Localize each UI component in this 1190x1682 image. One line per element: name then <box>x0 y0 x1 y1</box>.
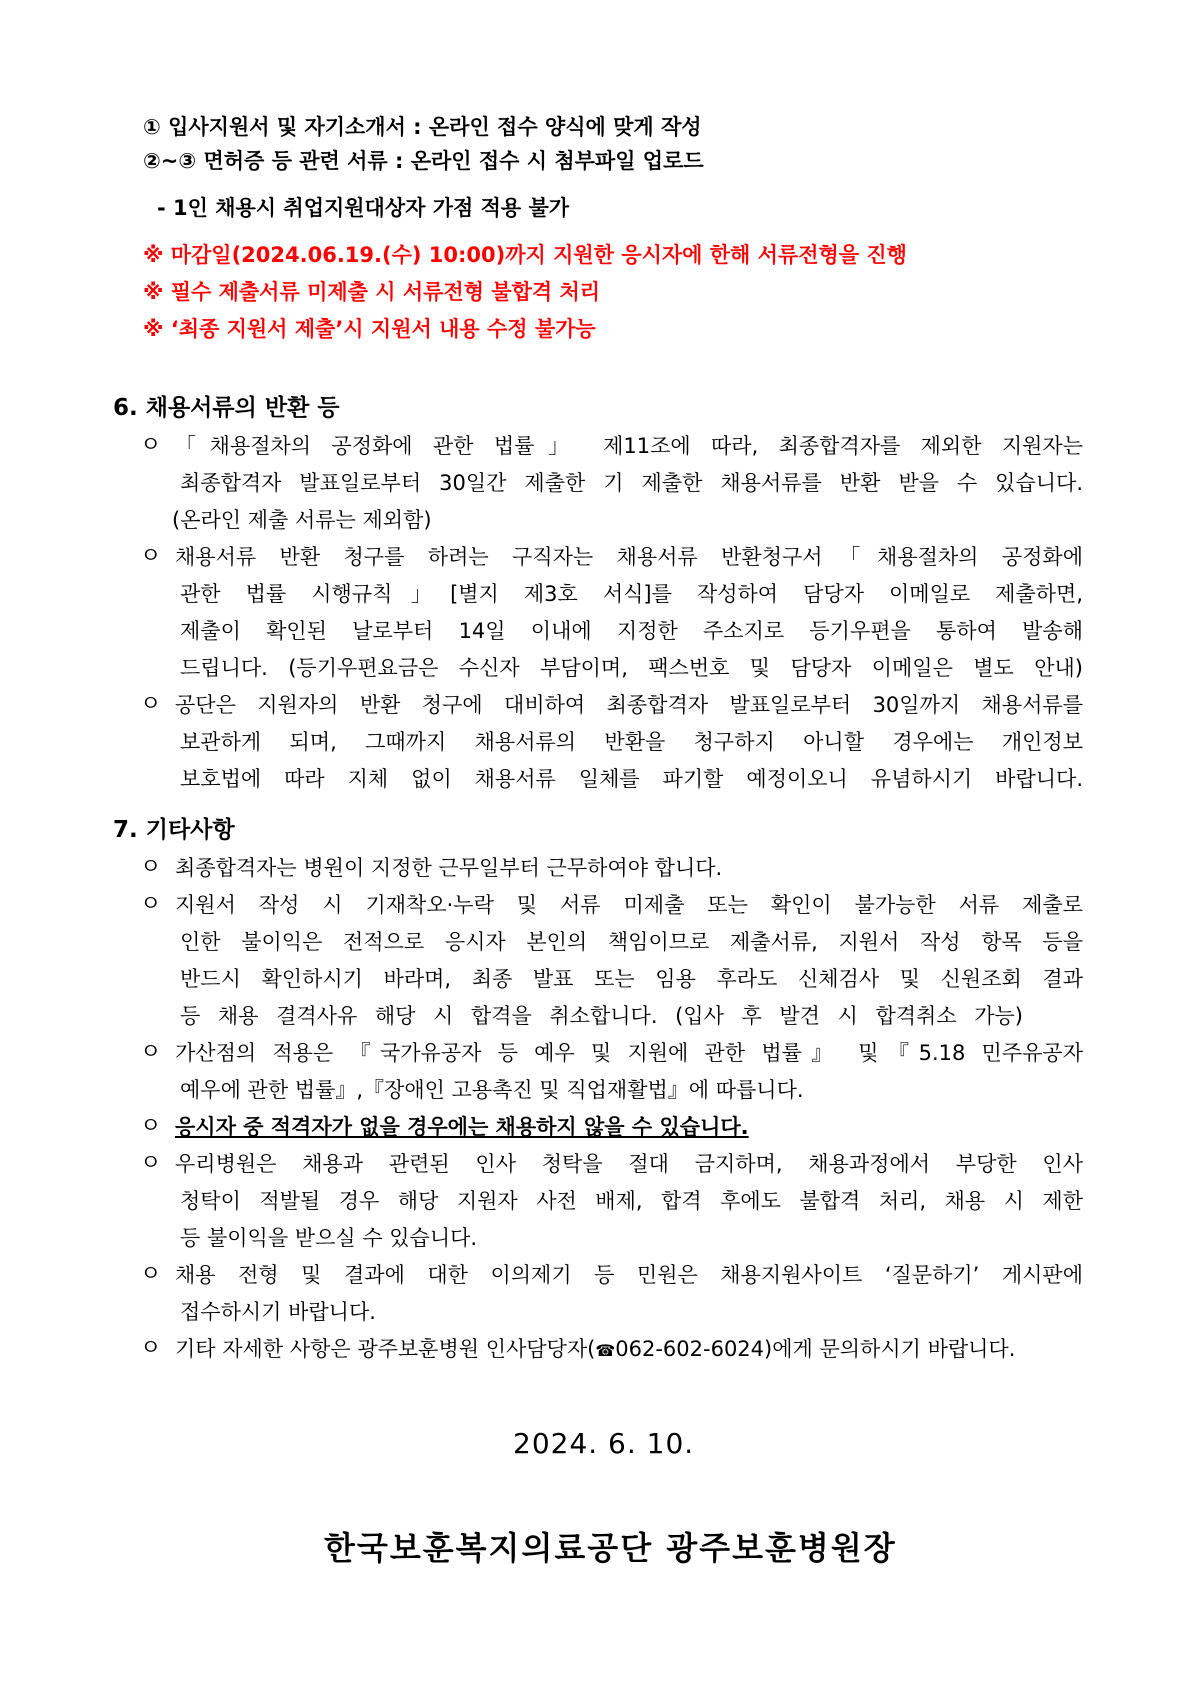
section7-bullet-6: ㅇ <box>140 1262 162 1287</box>
section6-item3-line2: 보관하게 되며, 그때까지 채용서류의 반환을 청구하지 아니할 경우에는 개인정보 <box>180 730 1083 754</box>
section7-item1-line1: 최종합격자는 병원이 지정한 근무일부터 근무하여야 합니다. <box>175 856 723 880</box>
section6-item1-line2: 최종합격자 발표일로부터 30일간 제출한 기 제출한 채용서류를 반환 받을 수 있습니다. <box>180 471 1083 495</box>
section6-item1-line1: 「채용절차의 공정화에 관한 법률」 제11조에 따라, 최종합격자를 제외한 지원자는 <box>175 434 1083 458</box>
section7-item2-line1: 지원서 작성 시 기재착오·누락 및 서류 미제출 또는 확인이 불가능한 서류 제출로 <box>175 893 1083 917</box>
section7-bullet-5: ㅇ <box>140 1151 162 1176</box>
section7-bullet-7: ㅇ <box>140 1336 162 1361</box>
section7-item5-line2: 청탁이 적발될 경우 해당 지원자 사전 배제, 합격 후에도 불합격 처리, 채용 시 제한 <box>180 1189 1083 1213</box>
section7-bullet-4: ㅇ <box>140 1114 162 1139</box>
section7-item3-line2: 예우에 관한 법률』,『장애인 고용촉진 및 직업재활법』에 따릅니다. <box>180 1078 804 1102</box>
contact-text-post: )에게 문의하시기 바랍니다. <box>764 1337 1016 1361</box>
issuer-signature: 한국보훈복지의료공단 광주보훈병원장 <box>324 1529 897 1567</box>
section6-bullet-2: ㅇ <box>140 544 162 569</box>
phone-icon: ☎ <box>595 1341 616 1360</box>
document-date: 2024. 6. 10. <box>513 1427 695 1460</box>
section6-item2-line2: 관한 법률 시행규칙」[별지 제3호 서식]를 작성하여 담당자 이메일로 제출하면, <box>180 582 1083 606</box>
contact-text-pre: 기타 자세한 사항은 광주보훈병원 인사담당자( <box>175 1337 596 1361</box>
submission-line-3: - 1인 채용시 취업지원대상자 가점 적용 불가 <box>157 196 570 220</box>
section6-bullet-1: ㅇ <box>140 433 162 458</box>
final-submission-note: ※ ‘최종 지원서 제출’시 지원서 내용 수정 불가능 <box>143 317 596 341</box>
section7-bullet-3: ㅇ <box>140 1040 162 1065</box>
section7-bullet-2: ㅇ <box>140 892 162 917</box>
section7-item2-line3: 반드시 확인하시기 바라며, 최종 발표 또는 임용 후라도 신체검사 및 신원조회 결과 <box>180 967 1083 991</box>
submission-line-1: ① 입사지원서 및 자기소개서 : 온라인 접수 양식에 맞게 작성 <box>143 115 702 139</box>
section6-item3-line3: 보호법에 따라 지체 없이 채용서류 일체를 파기할 예정이오니 유념하시기 바랍니다. <box>180 767 1083 791</box>
section6-item2-line1: 채용서류 반환 청구를 하려는 구직자는 채용서류 반환청구서「채용절차의 공정화에 <box>175 545 1083 569</box>
section7-item2-line4: 등 채용 결격사유 해당 시 합격을 취소합니다. (입사 후 발견 시 합격취소 가능) <box>180 1004 1023 1028</box>
section7-item7-line1 <box>175 1334 1015 1366</box>
section7-item2-line2: 인한 불이익은 전적으로 응시자 본인의 책임이므로 제출서류, 지원서 작성 항목 등을 <box>180 930 1083 954</box>
section7-item5-line3: 등 불이익을 받으실 수 있습니다. <box>180 1226 478 1250</box>
section6-bullet-3: ㅇ <box>140 692 162 717</box>
deadline-note: ※ 마감일(2024.06.19.(수) 10:00)까지 지원한 응시자에 한해 서류전형을 진행 <box>143 243 907 267</box>
section7-item5-line1: 우리병원은 채용과 관련된 인사 청탁을 절대 금지하며, 채용과정에서 부당한 인사 <box>175 1152 1083 1176</box>
section6-item1-line3: (온라인 제출 서류는 제외함) <box>172 508 432 532</box>
section7-item4-line1: 응시자 중 적격자가 없을 경우에는 채용하지 않을 수 있습니다. <box>175 1115 749 1139</box>
section6-item3-line1: 공단은 지원자의 반환 청구에 대비하여 최종합격자 발표일로부터 30일까지 채용서류를 <box>175 693 1083 717</box>
section6-item2-line4: 드립니다. (등기우편요금은 수신자 부담이며, 팩스번호 및 담당자 이메일은 별도 안내) <box>180 656 1083 680</box>
section6-item2-line3: 제출이 확인된 날로부터 14일 이내에 지정한 주소지로 등기우편을 통하여 발송해 <box>180 619 1083 643</box>
section7-item6-line1: 채용 전형 및 결과에 대한 이의제기 등 민원은 채용지원사이트 ‘질문하기’ 게시판에 <box>175 1263 1083 1287</box>
required-docs-note: ※ 필수 제출서류 미제출 시 서류전형 불합격 처리 <box>143 280 601 304</box>
submission-line-2: ②~③ 면허증 등 관련 서류 : 온라인 접수 시 첨부파일 업로드 <box>143 149 704 173</box>
section7-item6-line2: 접수하시기 바랍니다. <box>180 1300 376 1324</box>
section7-bullet-1: ㅇ <box>140 855 162 880</box>
contact-phone: 062-602-6024 <box>615 1337 765 1361</box>
section7-item3-line1: 가산점의 적용은 『국가유공자 등 예우 및 지원에 관한 법률』 및『5.18 민주유공자 <box>175 1041 1083 1065</box>
section7-title: 7. 기타사항 <box>113 817 235 843</box>
section6-title: 6. 채용서류의 반환 등 <box>113 395 340 421</box>
